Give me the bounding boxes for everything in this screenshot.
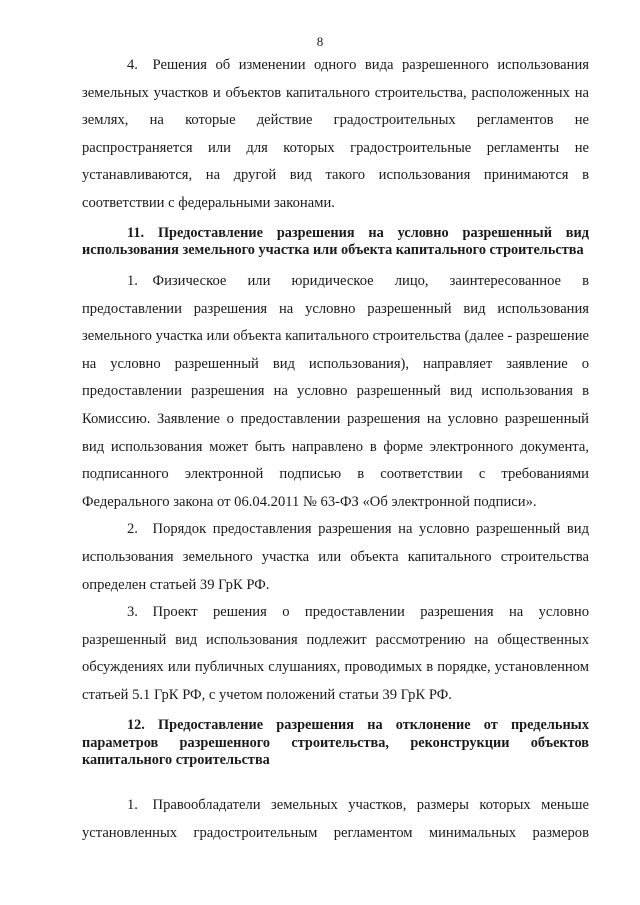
paragraph-1-section-12: 1. Правообладатели земельных участков, размеры которых меньше установленных градостроительным регламентом минимальных размеров <box>82 797 589 841</box>
section-heading-12: 12. Предоставление разрешения на отклонение от предельных параметров разрешенного строительства, реконструкции объектов капитального строительства <box>82 717 589 768</box>
page-number: 8 <box>316 34 324 49</box>
paragraph-4-section-10: 4. Решения об изменении одного вида разрешенного использования земельных участков и объектов капитального строительства, расположенных на землях, на которые действие градостроительных регламентов не распространяется или для которых градостроительные регламенты не устанавливаются, на другой вид такого использования принимаются в соответствии с федеральными законами. <box>82 57 589 211</box>
document-body <box>82 52 589 847</box>
paragraph-2-section-11: 2. Порядок предоставления разрешения на условно разрешенный вид использования земельного участка или объекта капитального строительства определен статьей 39 ГрК РФ. <box>82 521 589 593</box>
paragraph-1-section-11: 1. Физическое или юридическое лицо, заинтересованное в предоставлении разрешения на условно разрешенный вид использования земельного участка или объекта капитального строительства (далее - разрешение на условно разрешенный вид использования), направляет заявление о предоставлении разрешения на условно разрешенный вид использования в Комиссию. Заявление о предоставлении разрешения на условно разрешенный вид использования может быть направлено в форме электронного документа, подписанного электронной подписью в соответствии с требованиями Федерального закона от 06.04.2011 № 63-ФЗ «Об электронной подписи». <box>82 272 589 510</box>
paragraph-3-section-11: 3. Проект решения о предоставлении разрешения на условно разрешенный вид использования подлежит рассмотрению на общественных обсуждениях или публичных слушаниях, проводимых в порядке, установленном статьей 5.1 ГрК РФ, с учетом положений статьи 39 ГрК РФ. <box>82 604 589 703</box>
section-heading-11: 11. Предоставление разрешения на условно разрешенный вид использования земельного участка или объекта капитального строительства <box>82 224 589 258</box>
